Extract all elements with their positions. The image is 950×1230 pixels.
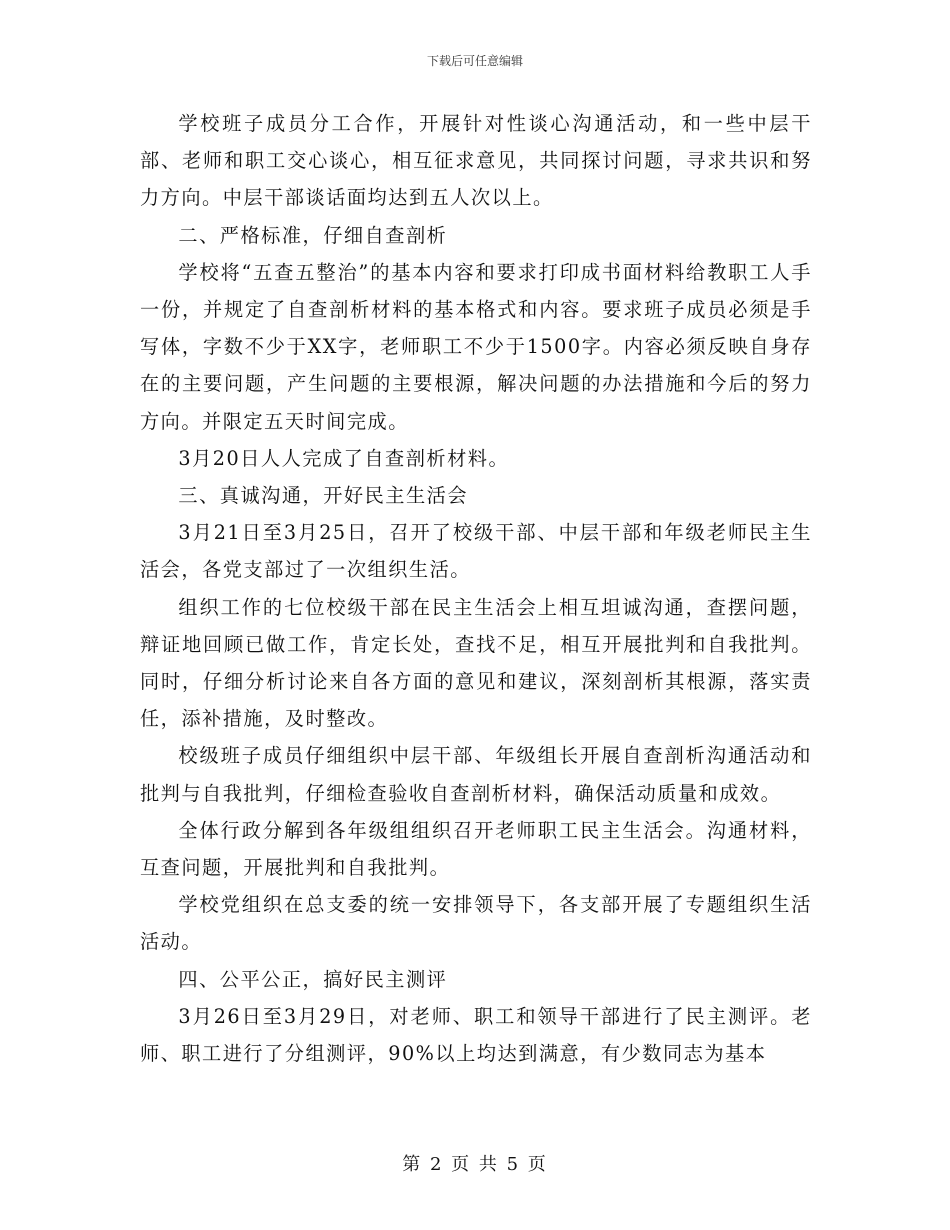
paragraph: 3月21日至3月25日，召开了校级干部、中层干部和年级老师民主生活会，各党支部过了一次组织生活。 — [140, 521, 812, 582]
section-heading: 三、真诚沟通，开好民主生活会 — [178, 484, 469, 508]
paragraph: 全体行政分解到各年级组组织召开老师职工民主生活会。沟通材料，互查问题，开展批判和自我批判。 — [140, 818, 812, 880]
paragraph: 学校党组织在总支委的统一安排领导下，各支部开展了专题组织生活活动。 — [140, 893, 812, 954]
paragraph: 组织工作的七位校级干部在民主生活会上相互坦诚沟通，查摆问题，辩证地回顾已做工作，肯定长处，查找不足，相互开展批判和自我批判。同时，仔细分析讨论来自各方面的意见和建议，深刻剖析其根源，落实责任，添补措施，及时整改。 — [140, 595, 812, 731]
section-heading: 二、严格标准，仔细自查剖析 — [178, 223, 448, 247]
page-number: 第 2 页 共 5 页 — [402, 1154, 548, 1175]
paragraph: 学校班子成员分工合作，开展针对性谈心沟通活动，和一些中层干部、老师和职工交心谈心，相互征求意见，共同探讨问题，寻求共识和努力方向。中层干部谈话面均达到五人次以上。 — [140, 112, 812, 210]
page-header: 下载后可任意编辑 — [426, 54, 523, 68]
paragraph: 学校将“五查五整治”的基本内容和要求打印成书面材料给教职工人手一份，并规定了自查剖析材料的基本格式和内容。要求班子成员必须是手写体，字数不少于XX字，老师职工不少于1500字。内容必须反映自身存在的主要问题，产生问题的主要根源，解决问题的办法措施和今后的努力方向。并限定五天时间完成。 — [140, 260, 812, 433]
section-heading: 四、公平公正，搞好民主测评 — [178, 967, 448, 991]
paragraph: 3月26日至3月29日，对老师、职工和领导干部进行了民主测评。老师、职工进行了分组测评，90%以上均达到满意，有少数同志为基本 — [140, 1004, 812, 1066]
paragraph: 校级班子成员仔细组织中层干部、年级组长开展自查剖析沟通活动和批判与自我批判，仔细检查验收自查剖析材料，确保活动质量和成效。 — [140, 744, 812, 805]
document-body — [140, 105, 812, 1072]
paragraph: 3月20日人人完成了自查剖析材料。 — [178, 446, 510, 470]
